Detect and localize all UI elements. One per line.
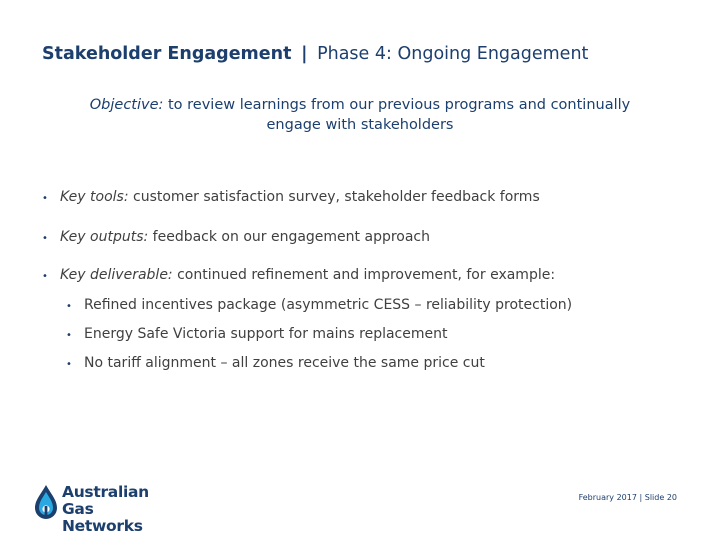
bullet-text: customer satisfaction survey, stakeholder feedback forms [133, 189, 540, 205]
bullet-text: feedback on our engagement approach [152, 229, 430, 245]
logo-wordmark [62, 484, 172, 535]
title-separator: | [301, 44, 308, 64]
objective-text-1: to review learnings from our previous programs and continually [168, 97, 631, 113]
bullet-marker: • [42, 193, 48, 204]
page-title [42, 44, 588, 64]
footer-separator: | [639, 493, 643, 502]
list-item [42, 267, 555, 283]
bullet-marker: • [66, 359, 72, 370]
list-item [42, 229, 430, 245]
list-item [42, 189, 540, 205]
bullet-label: Key tools: [60, 189, 129, 205]
sub-bullet-text: Energy Safe Victoria support for mains replacement [84, 326, 448, 342]
bullet-marker: • [66, 301, 72, 312]
objective-text-2: engage with stakeholders [266, 117, 454, 133]
water-drop-icon [32, 483, 60, 521]
title-phase: Phase 4: Ongoing Engagement [317, 44, 589, 64]
sub-list-item [66, 326, 447, 342]
objective-statement [40, 95, 680, 135]
title-main: Stakeholder Engagement [42, 44, 292, 64]
bullet-label: Key outputs: [60, 229, 149, 245]
sub-bullet-text: No tariff alignment – all zones receive the same price cut [84, 355, 485, 371]
objective-label: Objective: [89, 97, 164, 113]
sub-bullet-text: Refined incentives package (asymmetric CESS – reliability protection) [84, 297, 573, 313]
logo-line-1: Australian [62, 483, 149, 501]
bullet-text: continued refinement and improvement, for example: [177, 267, 556, 283]
footer-date: February 2017 [578, 493, 637, 502]
bullet-label: Key deliverable: [60, 267, 173, 283]
sub-list-item [66, 355, 485, 371]
bullet-marker: • [66, 330, 72, 341]
slide-footer [579, 493, 677, 502]
bullet-marker: • [42, 271, 48, 282]
company-logo [32, 482, 172, 535]
logo-line-2: Gas Networks [62, 500, 143, 535]
footer-slide-number: Slide 20 [644, 493, 677, 502]
objective-line-1 [40, 95, 680, 115]
sub-list-item [66, 297, 572, 313]
bullet-marker: • [42, 233, 48, 244]
